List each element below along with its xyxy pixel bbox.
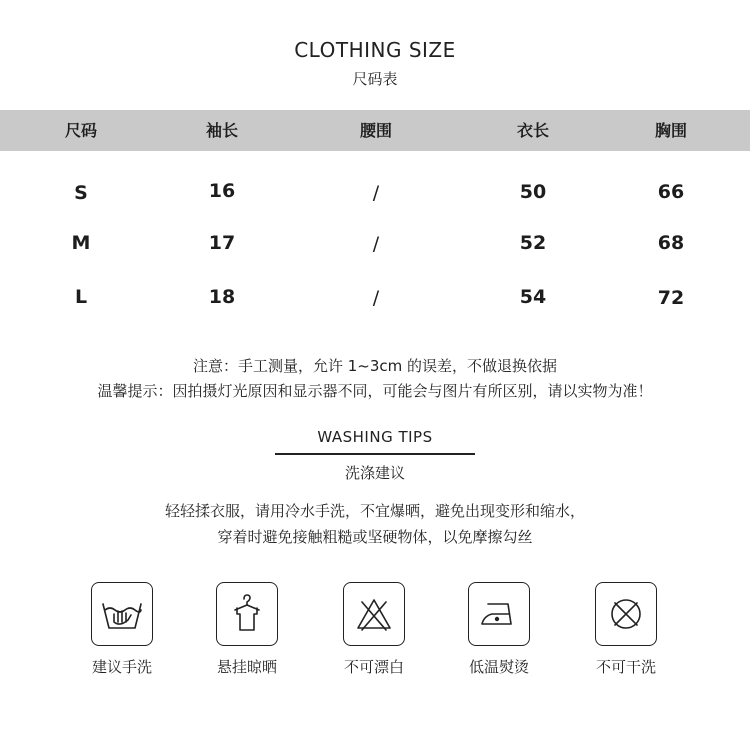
- hand-wash-label: 建议手洗: [91, 658, 152, 676]
- no-bleach-icon: [343, 582, 405, 646]
- length-cell: 50: [519, 181, 547, 203]
- header-length: 衣长: [516, 121, 549, 140]
- care-instructions-line1: 轻轻揉衣服，请用冷水手洗，不宜爆晒，避免出现变形和缩水，: [164, 502, 585, 520]
- low-iron-label: 低温熨烫: [468, 658, 529, 676]
- chest-cell: 66: [657, 181, 685, 203]
- waist-cell: /: [372, 287, 380, 309]
- table-row: [0, 282, 750, 312]
- no-dry-clean-label: 不可干洗: [595, 658, 656, 676]
- hang-dry-label: 悬挂晾晒: [216, 658, 277, 676]
- washing-tips-subtitle: 洗涤建议: [344, 464, 405, 482]
- color-disclaimer: 温馨提示：因拍摄灯光原因和显示器不同，可能会与图片有所区别，请以实物为准！: [97, 382, 653, 400]
- waist-cell: /: [372, 182, 380, 204]
- title-english: CLOTHING SIZE: [294, 38, 456, 62]
- measurement-note: 注意：手工测量，允许 1~3cm 的误差，不做退换依据: [192, 357, 558, 375]
- header-sleeve-length: 袖长: [205, 121, 238, 140]
- title-chinese: 尺码表: [352, 70, 398, 88]
- no-bleach-label: 不可漂白: [343, 658, 404, 676]
- size-cell: L: [74, 286, 88, 308]
- hang-dry-icon: [216, 582, 278, 646]
- table-row: [0, 176, 750, 206]
- size-table-header: [0, 110, 750, 151]
- sleeve-cell: 18: [208, 286, 236, 308]
- chest-cell: 72: [657, 287, 685, 309]
- length-cell: 52: [519, 232, 547, 254]
- chest-cell: 68: [657, 232, 685, 254]
- sleeve-cell: 17: [208, 232, 236, 254]
- care-instructions-line2: 穿着时避免接触粗糙或坚硬物体，以免摩擦勾丝: [217, 528, 533, 546]
- size-cell: S: [74, 182, 88, 204]
- length-cell: 54: [519, 286, 547, 308]
- sleeve-cell: 16: [208, 180, 236, 202]
- low-iron-icon: [468, 582, 530, 646]
- section-divider: [275, 453, 475, 455]
- header-waist: 腰围: [359, 121, 392, 140]
- header-chest: 胸围: [654, 121, 687, 140]
- size-cell: M: [71, 232, 91, 254]
- no-dry-clean-icon: [595, 582, 657, 646]
- waist-cell: /: [372, 233, 380, 255]
- table-row: [0, 228, 750, 258]
- hand-wash-icon: [91, 582, 153, 646]
- header-size: 尺码: [64, 121, 97, 140]
- washing-tips-title: WASHING TIPS: [317, 428, 433, 446]
